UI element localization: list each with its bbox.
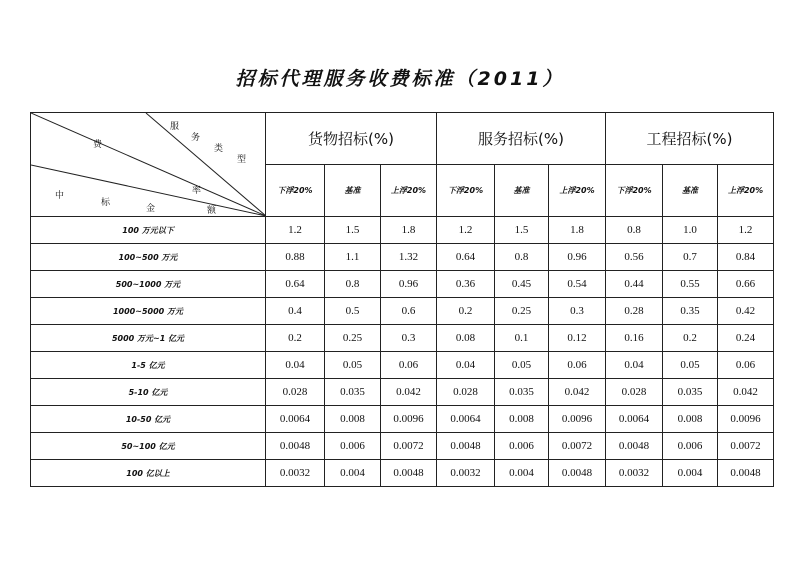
corner-char: 中 xyxy=(55,191,65,201)
rate-subheader: 上浮20% xyxy=(381,165,437,217)
rate-cell: 0.042 xyxy=(718,379,774,406)
rate-cell: 0.006 xyxy=(495,433,549,460)
bid-amount-label: 500~1000 万元 xyxy=(31,271,266,298)
rate-cell: 0.4 xyxy=(266,298,325,325)
rate-cell: 0.2 xyxy=(437,298,495,325)
group-header-goods: 货物招标(%) xyxy=(266,113,437,165)
rate-cell: 0.06 xyxy=(718,352,774,379)
rate-cell: 0.035 xyxy=(495,379,549,406)
rate-subheader: 上浮20% xyxy=(718,165,774,217)
rate-cell: 0.04 xyxy=(606,352,663,379)
bid-amount-label: 100 亿以上 xyxy=(31,460,266,487)
bid-amount-label: 100~500 万元 xyxy=(31,244,266,271)
rate-cell: 0.42 xyxy=(718,298,774,325)
rate-cell: 1.8 xyxy=(381,217,437,244)
rate-cell: 0.7 xyxy=(663,244,718,271)
rate-subheader: 上浮20% xyxy=(549,165,606,217)
rate-cell: 0.5 xyxy=(325,298,381,325)
corner-char: 类 xyxy=(214,144,224,154)
rate-cell: 0.8 xyxy=(325,271,381,298)
corner-char: 标 xyxy=(101,198,111,208)
rate-cell: 0.25 xyxy=(495,298,549,325)
rate-cell: 0.028 xyxy=(606,379,663,406)
rate-cell: 0.12 xyxy=(549,325,606,352)
rate-cell: 0.004 xyxy=(495,460,549,487)
rate-cell: 0.0048 xyxy=(718,460,774,487)
rate-cell: 0.35 xyxy=(663,298,718,325)
rate-cell: 0.0048 xyxy=(266,433,325,460)
bid-amount-label: 100 万元以下 xyxy=(31,217,266,244)
rate-cell: 0.3 xyxy=(381,325,437,352)
rate-cell: 0.64 xyxy=(437,244,495,271)
rate-subheader: 基准 xyxy=(663,165,718,217)
rate-subheader: 下浮20% xyxy=(437,165,495,217)
bid-amount-label: 50~100 亿元 xyxy=(31,433,266,460)
bid-amount-label: 10-50 亿元 xyxy=(31,406,266,433)
table-row xyxy=(31,325,774,352)
rate-cell: 0.05 xyxy=(663,352,718,379)
rate-cell: 0.035 xyxy=(325,379,381,406)
table-row xyxy=(31,244,774,271)
rate-cell: 0.25 xyxy=(325,325,381,352)
rate-cell: 0.0064 xyxy=(606,406,663,433)
rate-cell: 0.0096 xyxy=(549,406,606,433)
corner-char: 率 xyxy=(192,186,202,196)
rate-cell: 0.028 xyxy=(266,379,325,406)
rate-cell: 1.1 xyxy=(325,244,381,271)
rate-cell: 0.2 xyxy=(663,325,718,352)
table-row xyxy=(31,433,774,460)
corner-char: 型 xyxy=(237,155,247,165)
table-row xyxy=(31,379,774,406)
rate-cell: 0.0048 xyxy=(549,460,606,487)
corner-char: 额 xyxy=(207,206,217,216)
rate-cell: 0.1 xyxy=(495,325,549,352)
rate-cell: 0.56 xyxy=(606,244,663,271)
rate-cell: 0.06 xyxy=(549,352,606,379)
rate-cell: 0.64 xyxy=(266,271,325,298)
corner-char: 费 xyxy=(93,140,103,150)
rate-cell: 0.028 xyxy=(437,379,495,406)
rate-cell: 0.44 xyxy=(606,271,663,298)
group-header-services: 服务招标(%) xyxy=(437,113,606,165)
rate-cell: 0.24 xyxy=(718,325,774,352)
rate-cell: 0.96 xyxy=(381,271,437,298)
bid-amount-label: 5-10 亿元 xyxy=(31,379,266,406)
rate-cell: 0.66 xyxy=(718,271,774,298)
rate-cell: 0.06 xyxy=(381,352,437,379)
rate-cell: 0.28 xyxy=(606,298,663,325)
table-row xyxy=(31,460,774,487)
table-row xyxy=(31,298,774,325)
rate-cell: 1.2 xyxy=(266,217,325,244)
rate-cell: 0.0072 xyxy=(381,433,437,460)
table-row xyxy=(31,217,774,244)
rate-cell: 0.035 xyxy=(663,379,718,406)
bid-amount-label: 1-5 亿元 xyxy=(31,352,266,379)
rate-cell: 0.0032 xyxy=(266,460,325,487)
rate-cell: 0.0048 xyxy=(437,433,495,460)
rate-cell: 0.36 xyxy=(437,271,495,298)
table-row xyxy=(31,352,774,379)
rate-cell: 0.05 xyxy=(325,352,381,379)
rate-cell: 0.04 xyxy=(437,352,495,379)
rate-subheader: 基准 xyxy=(495,165,549,217)
corner-char: 务 xyxy=(191,133,201,143)
rate-cell: 1.2 xyxy=(437,217,495,244)
rate-subheader: 下浮20% xyxy=(266,165,325,217)
rate-cell: 0.0072 xyxy=(718,433,774,460)
rate-cell: 0.2 xyxy=(266,325,325,352)
rate-subheader: 基准 xyxy=(325,165,381,217)
fee-table xyxy=(30,112,774,487)
rate-cell: 0.6 xyxy=(381,298,437,325)
rate-cell: 0.0064 xyxy=(437,406,495,433)
rate-cell: 0.0096 xyxy=(718,406,774,433)
rate-cell: 0.16 xyxy=(606,325,663,352)
rate-cell: 0.08 xyxy=(437,325,495,352)
rate-cell: 0.55 xyxy=(663,271,718,298)
bid-amount-label: 1000~5000 万元 xyxy=(31,298,266,325)
page-title: 招标代理服务收费标准（2011） xyxy=(235,68,565,90)
rate-cell: 1.32 xyxy=(381,244,437,271)
rate-cell: 1.5 xyxy=(495,217,549,244)
rate-cell: 1.5 xyxy=(325,217,381,244)
rate-cell: 1.0 xyxy=(663,217,718,244)
bid-amount-label: 5000 万元~1 亿元 xyxy=(31,325,266,352)
rate-cell: 0.84 xyxy=(718,244,774,271)
rate-cell: 0.04 xyxy=(266,352,325,379)
rate-cell: 0.042 xyxy=(549,379,606,406)
corner-char: 服 xyxy=(170,122,180,132)
rate-cell: 0.0072 xyxy=(549,433,606,460)
rate-cell: 0.0048 xyxy=(606,433,663,460)
group-header-engineering: 工程招标(%) xyxy=(606,113,774,165)
rate-cell: 0.0096 xyxy=(381,406,437,433)
rate-cell: 0.006 xyxy=(663,433,718,460)
rate-cell: 0.54 xyxy=(549,271,606,298)
rate-cell: 0.96 xyxy=(549,244,606,271)
rate-cell: 0.042 xyxy=(381,379,437,406)
rate-cell: 0.0032 xyxy=(437,460,495,487)
rate-cell: 1.2 xyxy=(718,217,774,244)
table-row xyxy=(31,406,774,433)
table-row xyxy=(31,271,774,298)
rate-cell: 0.45 xyxy=(495,271,549,298)
rate-cell: 0.8 xyxy=(606,217,663,244)
rate-cell: 0.88 xyxy=(266,244,325,271)
rate-cell: 0.006 xyxy=(325,433,381,460)
rate-cell: 0.05 xyxy=(495,352,549,379)
rate-cell: 0.0064 xyxy=(266,406,325,433)
rate-cell: 0.004 xyxy=(325,460,381,487)
rate-cell: 0.004 xyxy=(663,460,718,487)
corner-char: 金 xyxy=(146,204,156,214)
rate-cell: 0.008 xyxy=(325,406,381,433)
rate-cell: 1.8 xyxy=(549,217,606,244)
rate-cell: 0.008 xyxy=(495,406,549,433)
rate-cell: 0.8 xyxy=(495,244,549,271)
rate-cell: 0.3 xyxy=(549,298,606,325)
rate-cell: 0.0032 xyxy=(606,460,663,487)
rate-cell: 0.008 xyxy=(663,406,718,433)
rate-subheader: 下浮20% xyxy=(606,165,663,217)
rate-cell: 0.0048 xyxy=(381,460,437,487)
corner-header-cell xyxy=(31,113,266,217)
